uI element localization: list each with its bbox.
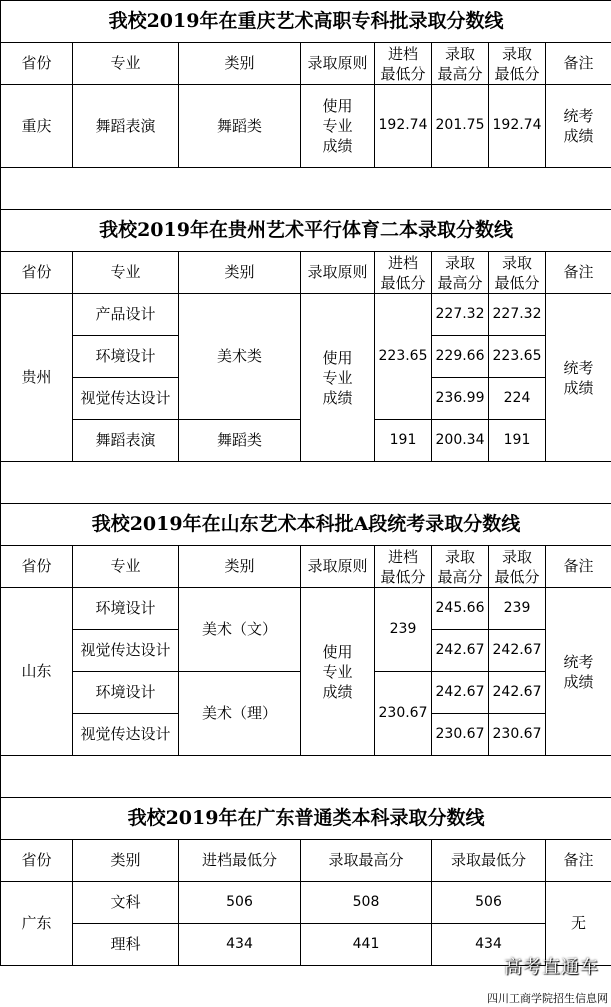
cell-major: 视觉传达设计 (73, 378, 179, 420)
section-title: 我校2019年在山东艺术本科批A段统考录取分数线 (1, 504, 611, 546)
cell-major: 舞蹈表演 (73, 85, 179, 168)
cell-min-admit: 239 (489, 588, 546, 630)
cell-category: 舞蹈类 (179, 85, 301, 168)
cell-major: 视觉传达设计 (73, 630, 179, 672)
header-min-admit: 录取 最低分 (489, 43, 546, 85)
header-province: 省份 (1, 840, 73, 882)
cell-note: 统考 成绩 (546, 294, 611, 462)
cell-min-entry: 230.67 (375, 672, 432, 756)
cell-category: 舞蹈类 (179, 420, 301, 462)
cell-max-admit: 227.32 (432, 294, 489, 336)
cell-min-entry: 192.74 (375, 85, 432, 168)
cell-max-admit: 229.66 (432, 336, 489, 378)
table-shandong (0, 503, 611, 798)
header-category: 类别 (73, 840, 179, 882)
cell-major: 视觉传达设计 (73, 714, 179, 756)
header-max-admit: 录取 最高分 (432, 43, 489, 85)
cell-province: 广东 (1, 882, 73, 966)
header-category: 类别 (179, 252, 301, 294)
header-note: 备注 (546, 252, 611, 294)
cell-min-admit: 224 (489, 378, 546, 420)
cell-principle: 使用 专业 成绩 (301, 294, 375, 462)
spacer-row (1, 462, 611, 504)
header-min-entry: 进档 最低分 (375, 252, 432, 294)
cell-max-admit: 441 (301, 924, 432, 966)
header-max-admit: 录取最高分 (301, 840, 432, 882)
header-category: 类别 (179, 546, 301, 588)
cell-principle: 使用 专业 成绩 (301, 85, 375, 168)
cell-max-admit: 236.99 (432, 378, 489, 420)
table-guangdong (0, 797, 611, 966)
cell-category: 理科 (73, 924, 179, 966)
header-province: 省份 (1, 252, 73, 294)
spacer-row (1, 168, 611, 210)
header-min-admit: 录取最低分 (432, 840, 546, 882)
cell-note: 统考 成绩 (546, 85, 611, 168)
table-guizhou (0, 209, 611, 504)
cell-principle: 使用 专业 成绩 (301, 588, 375, 756)
header-max-admit: 录取 最高分 (432, 546, 489, 588)
cell-province: 山东 (1, 588, 73, 756)
header-note: 备注 (546, 840, 611, 882)
section-title: 我校2019年在重庆艺术高职专科批录取分数线 (1, 1, 611, 43)
cell-category: 文科 (73, 882, 179, 924)
cell-min-admit: 192.74 (489, 85, 546, 168)
cell-max-admit: 230.67 (432, 714, 489, 756)
header-min-entry: 进档最低分 (179, 840, 301, 882)
watermark-source: 四川工商学院招生信息网 (484, 989, 611, 1007)
cell-category: 美术（理） (179, 672, 301, 756)
header-note: 备注 (546, 546, 611, 588)
cell-max-admit: 508 (301, 882, 432, 924)
header-category: 类别 (179, 43, 301, 85)
section-title: 我校2019年在广东普通类本科录取分数线 (1, 798, 611, 840)
cell-max-admit: 200.34 (432, 420, 489, 462)
cell-min-entry: 191 (375, 420, 432, 462)
header-min-entry: 进档 最低分 (375, 43, 432, 85)
header-min-entry: 进档 最低分 (375, 546, 432, 588)
cell-min-entry: 223.65 (375, 294, 432, 420)
cell-min-entry: 506 (179, 882, 301, 924)
header-min-admit: 录取 最低分 (489, 546, 546, 588)
cell-major: 产品设计 (73, 294, 179, 336)
cell-category: 美术类 (179, 294, 301, 420)
cell-min-admit: 191 (489, 420, 546, 462)
cell-max-admit: 245.66 (432, 588, 489, 630)
section-title: 我校2019年在贵州艺术平行体育二本录取分数线 (1, 210, 611, 252)
header-note: 备注 (546, 43, 611, 85)
cell-max-admit: 201.75 (432, 85, 489, 168)
header-principle: 录取原则 (301, 252, 375, 294)
header-major: 专业 (73, 43, 179, 85)
cell-min-admit: 506 (432, 882, 546, 924)
cell-note: 无 (546, 882, 611, 966)
cell-note: 统考 成绩 (546, 588, 611, 756)
header-max-admit: 录取 最高分 (432, 252, 489, 294)
cell-province: 贵州 (1, 294, 73, 462)
header-major: 专业 (73, 546, 179, 588)
cell-min-admit: 227.32 (489, 294, 546, 336)
cell-min-admit: 230.67 (489, 714, 546, 756)
header-min-admit: 录取 最低分 (489, 252, 546, 294)
cell-major: 环境设计 (73, 336, 179, 378)
cell-min-entry: 239 (375, 588, 432, 672)
cell-category: 美术（文） (179, 588, 301, 672)
cell-min-admit: 434 (432, 924, 546, 966)
header-principle: 录取原则 (301, 43, 375, 85)
cell-major: 环境设计 (73, 672, 179, 714)
header-major: 专业 (73, 252, 179, 294)
header-principle: 录取原则 (301, 546, 375, 588)
cell-province: 重庆 (1, 85, 73, 168)
header-province: 省份 (1, 43, 73, 85)
cell-major: 环境设计 (73, 588, 179, 630)
cell-min-admit: 242.67 (489, 630, 546, 672)
header-province: 省份 (1, 546, 73, 588)
spacer-row (1, 756, 611, 798)
cell-max-admit: 242.67 (432, 672, 489, 714)
table-chongqing (0, 0, 611, 210)
cell-major: 舞蹈表演 (73, 420, 179, 462)
cell-min-admit: 223.65 (489, 336, 546, 378)
cell-max-admit: 242.67 (432, 630, 489, 672)
watermark-text: 高考直通车 (504, 957, 599, 978)
cell-min-admit: 242.67 (489, 672, 546, 714)
cell-min-entry: 434 (179, 924, 301, 966)
